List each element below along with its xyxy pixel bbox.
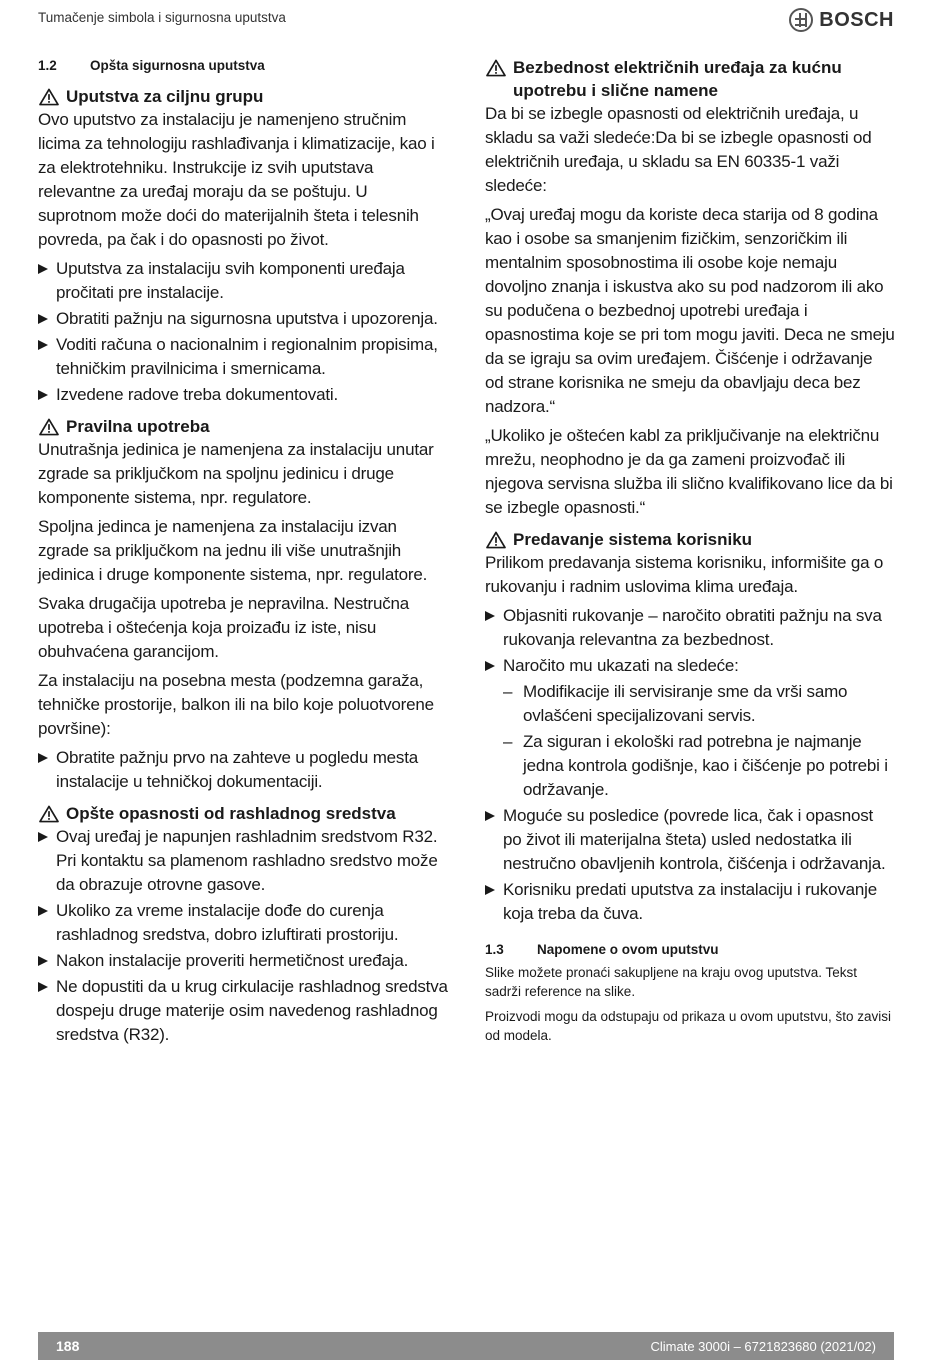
paragraph: Spoljna jedinca je namenjena za instalaciju izvan zgrade sa priključkom na jednu ili više unutrašnjih jedinica i druge komponente sistema, npr. regulatore. [38,517,428,584]
warning-heading-refrigerant: Opšte opasnosti od rashladnog sredstva [38,802,450,825]
warning-heading-electrical-safety: Bezbednost električnih uređaja za kućnu upotrebu i slične namene [485,56,895,102]
dash-list [503,680,895,802]
list-item: Moguće su posledice (povrede lica, čak i opasnost po život ili materijalna šteta) usled nedostatka ili nestručno obavljenih kontrola, čišćenja i održavanja. [485,804,895,876]
warning-triangle-icon [38,805,60,823]
list-item: Naročito mu ukazati na sledeće: – Modifikacije ili servisiranje sme da vrši samo ovlašćeni specijalizovani servis. – Za siguran i ekološki rad potrebna je najmanje jedna kontrola godišnje, kao i čišćenje po potrebi i održavanje. [485,654,895,802]
bullet-list [38,257,450,407]
warning-heading-proper-use: Pravilna upotreba [38,415,450,438]
triangle-bullet-icon [38,832,48,842]
list-item: Korisniku predati uputstva za instalaciju i rukovanje koja treba da čuva. [485,878,895,926]
triangle-bullet-icon [38,906,48,916]
warning-triangle-icon [38,418,60,436]
list-item: Ne dopustiti da u krug cirkulacije rashladnog sredstva dospeju druge materije osim navedenog rashladnog sredstva (R32). [38,975,450,1047]
section-number: 1.3 [485,942,504,957]
list-item: Objasniti rukovanje – naročito obratiti pažnju na sva rukovanja relevantna za bezbednost. [485,604,895,652]
triangle-bullet-icon [38,314,48,324]
header-title: Tumačenje simbola i sigurnosna uputstva [38,10,286,25]
list-item: Ovaj uređaj je napunjen rashladnim sredstvom R32. Pri kontaktu sa plamenom rashladno sredstvo može da obrazuje otrovne gasove. [38,825,450,897]
paragraph: Unutrašnja jedinica je namenjena za instalaciju unutar zgrade sa priključkom na spoljnu jedinicu i druge komponente sistema, npr. regulatore. [38,440,434,507]
paragraph: „Ukoliko je oštećen kabl za priključivanje na električnu mrežu, neophodno je da ga zameni proizvođač ili njegova servisna služba ili slično kvalifikovano lice da bi se izbegle opasnosti.“ [485,426,893,517]
right-column [485,56,895,1051]
paragraph: Prilikom predavanja sistema korisniku, informišite ga o rukovanju i radnim uslovima klima uređaja. [485,553,884,596]
warning-heading-target-group: Uputstva za ciljnu grupu [38,85,450,108]
bullet-list [38,825,450,1047]
section-title: Napomene o ovom uputstvu [537,942,719,957]
bullet-list [38,746,450,794]
paragraph: Ovo uputstvo za instalaciju je namenjeno stručnim licima za tehnologiju rashlađivanja i klimatizacije, kao i za elektrotehniku. Instrukcije iz svih uputstava relevantne za uređaj moraju da se poštuju. U suprotnom može doći do materijalnih šteta i telesnih povreda, pa čak i do opasnosti po život. [38,110,435,249]
document-id: Climate 3000i – 6721823680 (2021/02) [650,1338,876,1354]
warning-triangle-icon [485,531,507,549]
warning-triangle-icon [485,59,507,77]
paragraph: Da bi se izbegle opasnosti od električnih uređaja, u skladu sa važi sledeće:Da bi se izbegle opasnosti od električnih uređaja, u skladu sa EN 60335-1 važi sledeće: [485,104,872,195]
triangle-bullet-icon [485,661,495,671]
triangle-bullet-icon [38,264,48,274]
list-item: Voditi računa o nacionalnim i regionalnim propisima, tehničkim pravilnicima i smernicama. [38,333,450,381]
triangle-bullet-icon [38,753,48,763]
page-footer [38,1332,894,1360]
section-title: Opšta sigurnosna uputstva [90,58,265,73]
paragraph: „Ovaj uređaj mogu da koriste deca starija od 8 godina kao i osobe sa smanjenim fizičkim, senzoričkim ili mentalnim sposobnostima ili osobe koje nemaju dovoljno znanja i iskustva ako su pod nadzorom ili ako su podučena o bezbednoj upotrebi uređaja i opasnostima koje se pri tom mogu javiti. Deca ne smeju da se igraju sa ovim uređajem. Čišćenje i održavanje od strane korisnika ne smeju da obavljaju deca bez nadzora.“ [485,205,895,416]
paragraph: Slike možete pronaći sakupljene na kraju ovog uputstva. Tekst sadrži reference na slike. [485,965,857,999]
list-item: Obratite pažnju prvo na zahteve u pogledu mesta instalacije u tehničkoj dokumentaciji. [38,746,450,794]
bosch-armature-logo-icon [789,8,813,32]
section-heading-1-3 [485,942,895,957]
brand-name: BOSCH [819,8,894,31]
dash-item: – Modifikacije ili servisiranje sme da vrši samo ovlašćeni specijalizovani servis. [503,682,848,725]
brand [789,8,894,32]
warning-triangle-icon [38,88,60,106]
triangle-bullet-icon [485,811,495,821]
paragraph: Proizvodi mogu da odstupaju od prikaza u ovom uputstvu, što zavisi od modela. [485,1009,891,1043]
triangle-bullet-icon [38,390,48,400]
paragraph: Svaka drugačija upotreba je nepravilna. Nestručna upotreba i oštećenja koja proizađu iz iste, nisu obuhvaćena garancijom. [38,594,410,661]
bullet-list [485,604,895,926]
list-item: Obratiti pažnju na sigurnosna uputstva i upozorenja. [38,307,450,331]
page-number: 188 [56,1338,80,1354]
paragraph: Za instalaciju na posebna mesta (podzemna garaža, tehničke prostorije, balkon ili na bilo koje poluotvorene površine): [38,671,434,738]
triangle-bullet-icon [38,340,48,350]
section-heading-1-2 [38,58,450,73]
triangle-bullet-icon [485,611,495,621]
list-item: Ukoliko za vreme instalacije dođe do curenja rashladnog sredstva, dobro izluftirati prostoriju. [38,899,450,947]
left-column [38,56,450,1051]
section-number: 1.2 [38,58,57,73]
list-item: Uputstva za instalaciju svih komponenti uređaja pročitati pre instalacije. [38,257,450,305]
list-item: Nakon instalacije proveriti hermetičnost uređaja. [38,949,450,973]
triangle-bullet-icon [38,982,48,992]
triangle-bullet-icon [38,956,48,966]
dash-item: – Za siguran i ekološki rad potrebna je najmanje jedna kontrola godišnje, kao i čišćenje po potrebi i održavanje. [503,732,888,799]
warning-heading-handover: Predavanje sistema korisniku [485,528,895,551]
triangle-bullet-icon [485,885,495,895]
list-item: Izvedene radove treba dokumentovati. [38,383,450,407]
